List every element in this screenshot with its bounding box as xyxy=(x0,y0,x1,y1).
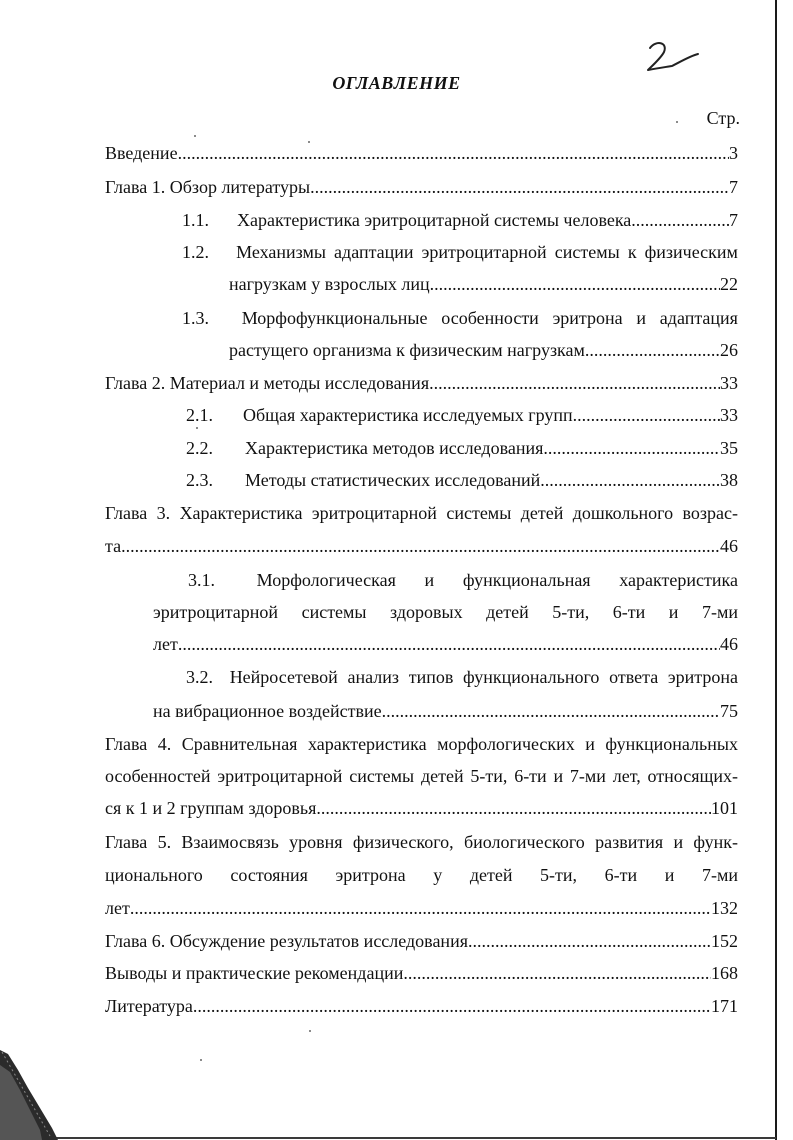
scan-edge-right xyxy=(775,0,777,1140)
toc-entry-chapter-5-line-1 xyxy=(105,828,738,856)
toc-word: системы xyxy=(349,766,415,786)
toc-entry-chapter-3-line-1 xyxy=(105,499,738,527)
section-number: 3.1. xyxy=(188,570,215,590)
dot-leader xyxy=(468,927,711,955)
toc-entry-title: Глава 2. Материал и методы исследования xyxy=(105,373,430,393)
toc-word: адаптации xyxy=(334,242,414,262)
dot-leader xyxy=(178,630,720,658)
toc-entry-section-3-1-line-2 xyxy=(153,598,738,626)
toc-word: системы xyxy=(301,602,367,622)
toc-word: 5-ти, xyxy=(540,865,578,885)
toc-entry-title: ся к 1 и 2 группам здоровья xyxy=(105,798,317,818)
section-number: 1.3. xyxy=(182,308,209,328)
toc-word: Морфофункциональные xyxy=(241,308,428,328)
scan-corner-artifact xyxy=(0,1040,60,1140)
toc-word: Характеристика xyxy=(179,503,303,523)
toc-entry-section-2-3 xyxy=(186,466,738,494)
toc-entry-section-1-3-line-1 xyxy=(182,304,738,332)
toc-word: характеристика xyxy=(307,734,427,754)
dot-leader xyxy=(430,270,720,298)
scan-edge-bottom xyxy=(40,1137,776,1139)
section-number: 3.2. xyxy=(186,667,213,687)
toc-word: детей xyxy=(486,602,529,622)
toc-entry-title: лет xyxy=(105,898,130,918)
dot-leader xyxy=(316,794,711,822)
toc-word: и xyxy=(673,832,684,852)
toc-entry-chapter-5-line-2 xyxy=(105,861,738,889)
toc-word: Морфологическая xyxy=(256,570,396,590)
toc-entry-page: 75 xyxy=(720,701,738,721)
toc-word: характеристика xyxy=(619,570,738,590)
toc-entry-page: 7 xyxy=(729,177,738,197)
toc-entry-title: Выводы и практические рекомендации xyxy=(105,963,404,983)
toc-word: 5-ти, xyxy=(470,766,508,786)
section-number: 1.1. xyxy=(182,210,209,230)
toc-entry-title: растущего организма к физическим нагрузкам xyxy=(229,340,585,360)
toc-entry-page: 38 xyxy=(720,470,738,490)
toc-word: Глава xyxy=(105,503,148,523)
toc-entry-title: Общая характеристика исследуемых групп xyxy=(243,405,573,425)
toc-word: детей xyxy=(520,503,564,523)
toc-word: функционального xyxy=(463,667,600,687)
toc-word: и xyxy=(424,570,435,590)
toc-entry-chapter-1 xyxy=(105,173,738,201)
toc-entry-section-3-2-line-1 xyxy=(186,663,738,691)
dot-leader xyxy=(585,336,720,364)
toc-word: 4. xyxy=(157,734,172,754)
section-number: 2.3. xyxy=(186,470,213,490)
toc-word: 6-ти xyxy=(604,865,638,885)
toc-word: 7-ми xyxy=(701,865,738,885)
page-title: ОГЛАВЛЕНИЕ xyxy=(332,73,461,93)
toc-word: биологического xyxy=(464,832,585,852)
toc-entry-page: 7 xyxy=(729,210,738,230)
toc-entry-page: 3 xyxy=(729,143,738,163)
toc-entry-title: Глава 6. Обсуждение результатов исследования xyxy=(105,931,468,951)
toc-entry-title: Введение xyxy=(105,143,178,163)
toc-entry-section-3-1-line-3 xyxy=(153,630,738,658)
dot-leader xyxy=(193,992,711,1020)
dot-leader xyxy=(121,532,720,560)
toc-entry-chapter-5-line-3 xyxy=(105,894,738,922)
toc-word: функциональных xyxy=(605,734,738,754)
section-number: 1.2. xyxy=(182,242,209,262)
scan-speck xyxy=(200,1059,202,1061)
toc-word: функциональная xyxy=(462,570,591,590)
toc-entry-title: Глава 1. Обзор литературы xyxy=(105,177,311,197)
toc-entry-chapter-3-line-2 xyxy=(105,532,738,560)
toc-word: функ- xyxy=(693,832,738,852)
toc-word: физическим xyxy=(644,242,738,262)
toc-entry-title: Характеристика эритроцитарной системы человека xyxy=(237,210,632,230)
toc-entry-page: 26 xyxy=(720,340,738,360)
toc-entry-conclusions xyxy=(105,959,738,987)
toc-entry-chapter-4-line-1 xyxy=(105,730,738,758)
toc-word: относящих- xyxy=(647,766,738,786)
toc-word: и xyxy=(585,734,595,754)
toc-entry-title: Литература xyxy=(105,996,193,1016)
toc-word: 5. xyxy=(157,832,172,852)
toc-entry-page: 33 xyxy=(720,373,738,393)
toc-entry-title: лет xyxy=(153,634,178,654)
toc-word: Механизмы xyxy=(236,242,326,262)
toc-entry-title: на вибрационное воздействие xyxy=(153,701,382,721)
toc-word: эритроцитарной xyxy=(421,242,547,262)
toc-word: возрас- xyxy=(682,503,738,523)
toc-entry-chapter-2 xyxy=(105,369,738,397)
toc-entry-title: нагрузкам у взрослых лиц xyxy=(229,274,430,294)
scan-speck xyxy=(309,1030,311,1032)
toc-word: к xyxy=(627,242,637,262)
toc-word: развития xyxy=(595,832,664,852)
toc-entry-title: Методы статистических исследований xyxy=(245,470,541,490)
toc-word: ответа xyxy=(609,667,659,687)
toc-word: эритроцитарной xyxy=(311,503,437,523)
toc-entry-chapter-4-line-2 xyxy=(105,762,738,790)
dot-leader xyxy=(631,206,729,234)
toc-entry-section-3-2-line-2 xyxy=(153,697,738,725)
handwritten-page-number xyxy=(640,40,700,74)
toc-entry-references xyxy=(105,992,738,1020)
scan-speck xyxy=(196,427,198,429)
toc-entry-page: 22 xyxy=(720,274,738,294)
toc-entry-page: 132 xyxy=(711,898,738,918)
toc-word: здоровых xyxy=(390,602,463,622)
toc-word: детей xyxy=(469,865,513,885)
toc-word: Нейросетевой xyxy=(229,667,338,687)
toc-entry-section-2-2 xyxy=(186,434,738,462)
toc-word: и xyxy=(636,308,647,328)
toc-word: Сравнительная xyxy=(181,734,298,754)
toc-word: эритрона xyxy=(552,308,623,328)
toc-word: лет, xyxy=(612,766,641,786)
toc-word: Глава xyxy=(105,734,148,754)
toc-word: 5-ти, xyxy=(552,602,590,622)
section-number: 2.1. xyxy=(186,405,213,425)
section-number: 2.2. xyxy=(186,438,213,458)
toc-word: дошкольного xyxy=(572,503,674,523)
toc-word: и xyxy=(668,602,679,622)
toc-word: детей xyxy=(420,766,464,786)
page-column-label: Стр. xyxy=(706,108,740,128)
toc-word: особенности xyxy=(441,308,539,328)
toc-entry-title: Характеристика методов исследования xyxy=(245,438,544,458)
toc-word: 7-ми xyxy=(569,766,606,786)
toc-entry-section-2-1 xyxy=(186,401,738,429)
toc-word: типов xyxy=(408,667,454,687)
toc-entry-page: 33 xyxy=(720,405,738,425)
toc-entry-page: 46 xyxy=(720,634,738,654)
toc-entry-section-1-3-line-2 xyxy=(229,336,738,364)
toc-word: 3. xyxy=(156,503,171,523)
toc-entry-section-1-1 xyxy=(182,206,738,234)
toc-word: состояния xyxy=(230,865,308,885)
scan-speck xyxy=(194,135,196,137)
toc-word: морфологических xyxy=(437,734,575,754)
toc-entry-section-1-2-line-2 xyxy=(229,270,738,298)
dot-leader xyxy=(429,369,720,397)
toc-word: ционального xyxy=(105,865,203,885)
toc-word: эритрона xyxy=(667,667,738,687)
toc-word: анализ xyxy=(347,667,400,687)
toc-entry-section-1-2-line-1 xyxy=(182,238,738,266)
scan-speck xyxy=(676,121,678,123)
toc-entry-page: 168 xyxy=(711,963,738,983)
toc-word: уровня xyxy=(289,832,343,852)
toc-word: 7-ми xyxy=(701,602,738,622)
dot-leader xyxy=(403,959,711,987)
toc-word: Глава xyxy=(105,832,148,852)
toc-entry-chapter-4-line-3 xyxy=(105,794,738,822)
toc-entry-page: 35 xyxy=(720,438,738,458)
toc-entry-section-3-1-line-1 xyxy=(188,566,738,594)
toc-word: физического, xyxy=(352,832,454,852)
toc-word: эритроцитарной xyxy=(217,766,343,786)
toc-entry-chapter-6 xyxy=(105,927,738,955)
toc-word: у xyxy=(433,865,443,885)
dot-leader xyxy=(543,434,720,462)
toc-entry-page: 46 xyxy=(720,536,738,556)
toc-word: и xyxy=(664,865,675,885)
dot-leader xyxy=(382,697,720,725)
toc-word: эритроцитарной xyxy=(153,602,279,622)
toc-entry-page: 101 xyxy=(711,798,738,818)
toc-entry-page: 171 xyxy=(711,996,738,1016)
dot-leader xyxy=(178,139,729,167)
dot-leader xyxy=(130,894,711,922)
toc-word: адаптация xyxy=(659,308,738,328)
dot-leader xyxy=(310,173,729,201)
toc-entry-page: 152 xyxy=(711,931,738,951)
toc-word: 6-ти xyxy=(514,766,547,786)
toc-entry-title: та xyxy=(105,536,122,556)
scan-speck xyxy=(308,141,310,143)
toc-word: эритрона xyxy=(335,865,406,885)
toc-entry-intro xyxy=(105,139,738,167)
toc-word: особенностей xyxy=(105,766,211,786)
dot-leader xyxy=(540,466,720,494)
toc-word: системы xyxy=(446,503,512,523)
toc-word: Взаимосвязь xyxy=(181,832,279,852)
toc-word: 6-ти xyxy=(612,602,646,622)
dot-leader xyxy=(573,401,720,429)
toc-word: системы xyxy=(554,242,620,262)
toc-word: и xyxy=(553,766,564,786)
